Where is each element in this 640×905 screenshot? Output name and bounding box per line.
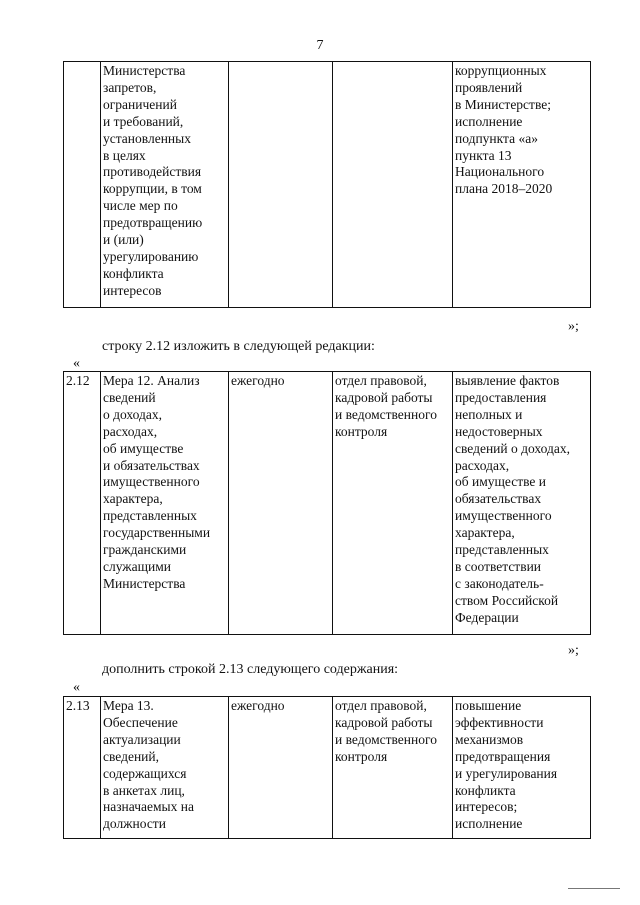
cell-number: 2.12 bbox=[64, 372, 101, 635]
measures-table-row-2-12 bbox=[63, 371, 591, 635]
cell-measure: Мера 12. Анализ сведений о доходах, расходах, об имуществе и обязательствах имущественного характера, представленных государственными гражданскими служащими Министерства bbox=[101, 372, 229, 635]
cell-measure: Министерства запретов, ограничений и требований, установленных в целях противодействия коррупции, в том числе мер по предотвращению и (или) урегулированию конфликта интересов bbox=[101, 62, 229, 308]
closing-quote: »; bbox=[568, 643, 579, 658]
cell-number bbox=[64, 62, 101, 308]
opening-quote: « bbox=[73, 680, 80, 695]
cell-deadline: ежегодно bbox=[229, 372, 333, 635]
cell-result: повышение эффективности механизмов предотвращения и урегулирования конфликта интересов; исполнение bbox=[453, 697, 591, 839]
cell-number: 2.13 bbox=[64, 697, 101, 839]
footer-rule bbox=[568, 888, 620, 889]
table-row bbox=[64, 697, 591, 839]
table-row bbox=[64, 62, 591, 308]
cell-responsible bbox=[333, 62, 453, 308]
cell-deadline bbox=[229, 62, 333, 308]
cell-deadline: ежегодно bbox=[229, 697, 333, 839]
measures-table-row-2-13 bbox=[63, 696, 591, 839]
opening-quote: « bbox=[73, 356, 80, 371]
instruction-text: дополнить строкой 2.13 следующего содержания: bbox=[102, 662, 399, 677]
cell-responsible: отдел правовой, кадровой работы и ведомственного контроля bbox=[333, 372, 453, 635]
page-number: 7 bbox=[316, 38, 324, 53]
cell-result: коррупционных проявлений в Министерстве; исполнение подпункта «а» пункта 13 Национального плана 2018–2020 bbox=[453, 62, 591, 308]
cell-result: выявление фактов предоставления неполных и недостоверных сведений о доходах, расходах, об имуществе и обязательствах имущественного характера, представленных в соответствии с законодатель- ством Российской Федерации bbox=[453, 372, 591, 635]
closing-quote: »; bbox=[568, 319, 579, 334]
measures-table-continuation bbox=[63, 61, 591, 308]
cell-measure: Мера 13. Обеспечение актуализации сведений, содержащихся в анкетах лиц, назначаемых на должности bbox=[101, 697, 229, 839]
table-row bbox=[64, 372, 591, 635]
cell-responsible: отдел правовой, кадровой работы и ведомственного контроля bbox=[333, 697, 453, 839]
instruction-text: строку 2.12 изложить в следующей редакции: bbox=[102, 339, 375, 354]
